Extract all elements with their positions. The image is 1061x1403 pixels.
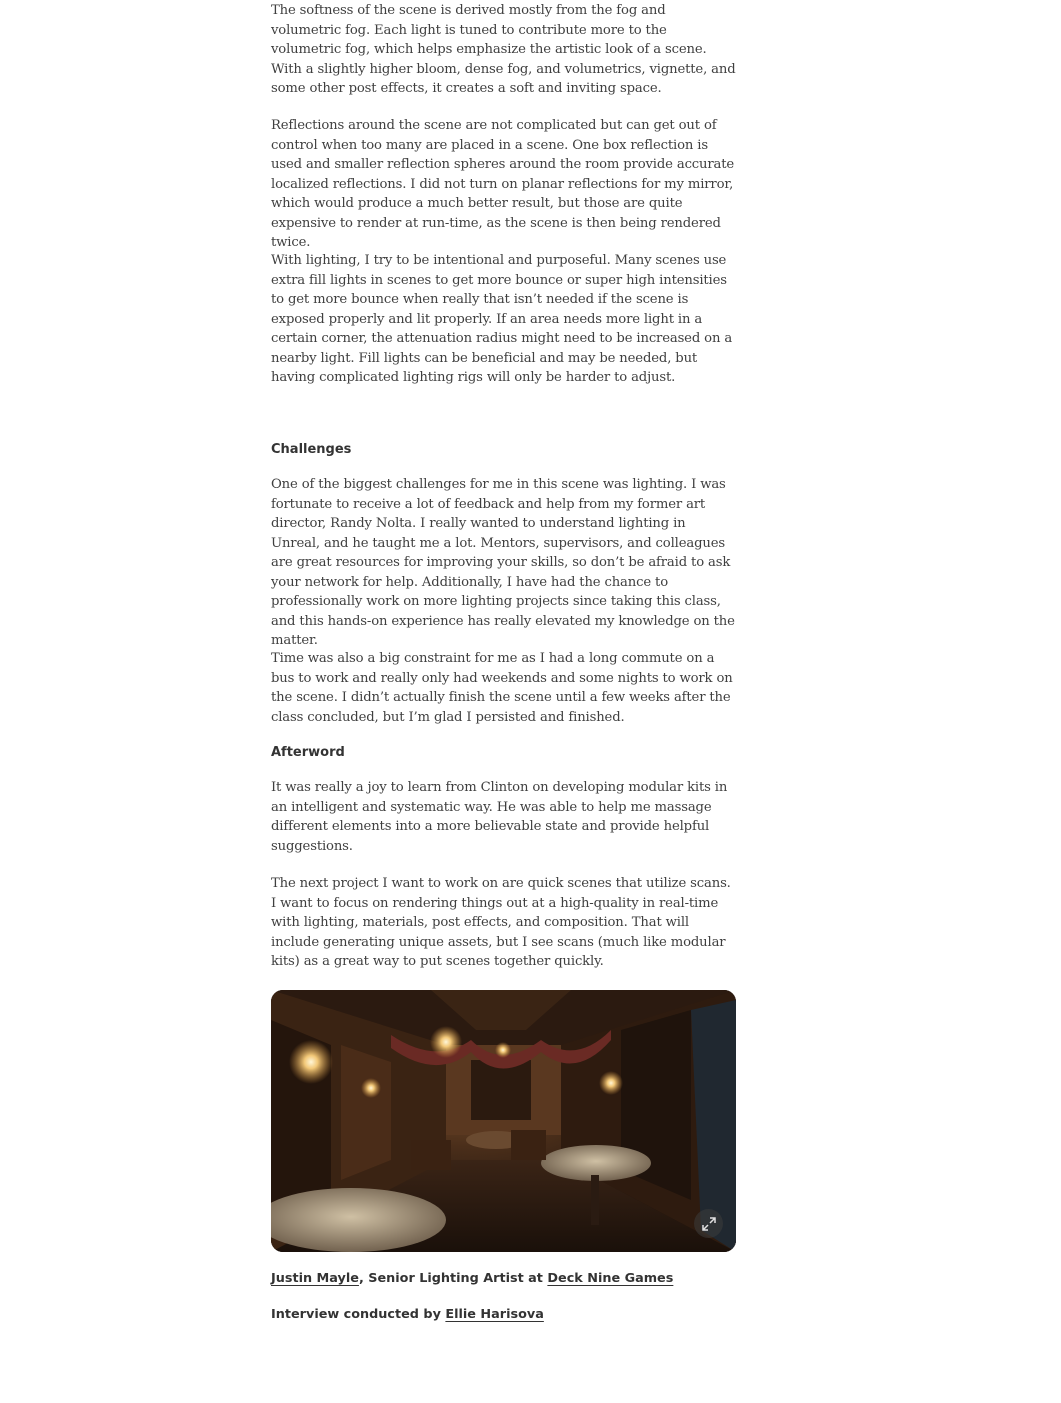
train-car-interior-render xyxy=(271,990,736,1252)
paragraph-reflections: Reflections around the scene are not complicated but can get out of control when too many are placed in a scene. One box reflection is used and smaller reflection spheres around the room provide accurate localized reflections. I did not turn on planar reflections for my mirror, which would produce a much better result, but those are quite expensive to render at run-time, as the scene is then being rendered twice. xyxy=(271,118,735,250)
paragraph-challenges-time: Time was also a big constraint for me as I had a long commute on a bus to work and really only had weekends and some nights to work on the scene. I didn’t actually finish the scene until a few weeks after the class concluded, but I’m glad I persisted and finished. xyxy=(271,651,733,725)
author-role-text: , Senior Lighting Artist at xyxy=(358,1271,548,1286)
author-link[interactable]: Justin Mayle xyxy=(271,1271,359,1286)
expand-button[interactable] xyxy=(694,1209,723,1238)
heading-afterword: Afterword xyxy=(271,745,345,760)
paragraph-next-project: The next project I want to work on are quick scenes that utilize scans. I want to focus on rendering things out at a high-quality in real-time with lighting, materials, post effects, and composition. That will include generating unique assets, but I see scans (much like modular kits) as a great way to put scenes together quickly. xyxy=(271,876,731,969)
paragraph-challenges-lighting: One of the biggest challenges for me in this scene was lighting. I was fortunate to receive a lot of feedback and help from my former art director, Randy Nolta. I really wanted to understand lighting in Unreal, and he taught me a lot. Mentors, supervisors, and colleagues are great resources for improving your skills, so don’t be afraid to ask your network for help. Additionally, I have had the chance to professionally work on more lighting projects since taking this class, and this hands-on experience has really elevated my knowledge on the matter. xyxy=(271,477,735,648)
interview-credit xyxy=(271,1306,544,1324)
heading-challenges: Challenges xyxy=(271,442,352,457)
company-link[interactable]: Deck Nine Games xyxy=(547,1271,674,1286)
paragraph-afterword-clinton: It was really a joy to learn from Clinton on developing modular kits in an intelligent and systematic way. He was able to help me massage different elements into a more believable state and provide helpful suggestions. xyxy=(271,780,728,854)
author-credit xyxy=(271,1270,673,1288)
interview-prefix-text: Interview conducted by xyxy=(271,1307,446,1322)
expand-icon xyxy=(702,1217,716,1231)
paragraph-lighting: With lighting, I try to be intentional and purposeful. Many scenes use extra fill lights in scenes to get more bounce or super high intensities to get more bounce when really that isn’t needed if the scene is exposed properly and lit properly. If an area needs more light in a certain corner, the attenuation radius might need to be increased on a nearby light. Fill lights can be beneficial and may be needed, but having complicated lighting rigs will only be harder to adjust. xyxy=(271,253,733,385)
paragraph-fog: The softness of the scene is derived mostly from the fog and volumetric fog. Each light is tuned to contribute more to the volumetric fog, which helps emphasize the artistic look of a scene. With a slightly higher bloom, dense fog, and volumetrics, vignette, and some other post effects, it creates a soft and inviting space. xyxy=(271,3,736,96)
interviewer-link[interactable]: Ellie Harisova xyxy=(445,1307,544,1322)
scene-image[interactable] xyxy=(271,990,736,1252)
